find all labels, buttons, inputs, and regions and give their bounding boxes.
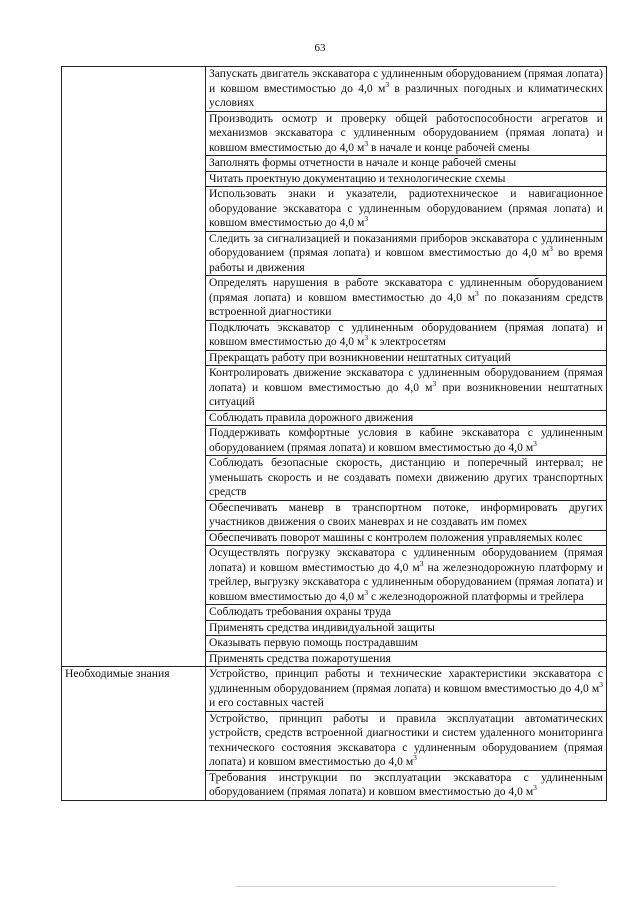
skill-cell: Прекращать работу при возникновении нештатных ситуаций [206, 350, 607, 366]
skill-cell: Читать проектную документацию и технологические схемы [206, 171, 607, 187]
table-row [62, 67, 607, 112]
skills-label-cell [62, 67, 206, 667]
skill-cell: Определять нарушения в работе экскаватора с удлиненным оборудованием (прямая лопата) и ковшом вместимостью до 4,0 $м^3$ по показаниям средств встроенной диагностики [206, 276, 607, 321]
scan-edge-line [236, 886, 556, 887]
knowledge-cell: Устройство, принцип работы и правила эксплуатации автоматических устройств, средств встроенной диагностики и систем удаленного мониторинга технического состояния экскаватора с удлиненным оборудованием (прямая лопата) и ковшом вместимостью до 4,0 $м^3$ [206, 711, 607, 770]
skill-cell: Подключать экскаватор с удлиненным оборудованием (прямая лопата) и ковшом вместимостью до 4,0 $м^3$ к электросетям [206, 320, 607, 350]
requirements-table [61, 66, 607, 801]
knowledge-cell: Требования инструкции по эксплуатации экскаватора с удлиненным оборудованием (прямая лопата) и ковшом вместимостью до 4,0 $м^3$ [206, 770, 607, 800]
skill-cell: Соблюдать требования охраны труда [206, 605, 607, 621]
skill-cell: Применять средства индивидуальной защиты [206, 620, 607, 636]
skill-cell: Производить осмотр и проверку общей работоспособности агрегатов и механизмов экскаватора с удлиненным оборудованием (прямая лопата) и ковшом вместимостью до 4,0 $м^3$ в начале и конце рабочей смены [206, 111, 607, 156]
skill-cell: Следить за сигнализацией и показаниями приборов экскаватора с удлиненным оборудованием (прямая лопата) и ковшом вместимостью до 4,0 $м^3$ во время работы и движения [206, 231, 607, 276]
skill-cell: Использовать знаки и указатели, радиотехническое и навигационное оборудование экскаватора с удлиненным оборудованием (прямая лопата) и ковшом вместимостью до 4,0 $м^3$ [206, 187, 607, 232]
skill-cell: Осуществлять погрузку экскаватора с удлиненным оборудованием (прямая лопата) и ковшом вместимостью до 4,0 $м^3$ на железнодорожную платформу и трейлер, выгрузку экскаватора с удлиненным оборудованием (прямая лопата) и ковшом вместимостью до 4,0 $м^3$ с железнодорожной платформы и трейлера [206, 546, 607, 605]
skill-cell: Применять средства пожаротушения [206, 651, 607, 667]
skill-cell: Заполнять формы отчетности в начале и конце рабочей смены [206, 156, 607, 172]
skill-cell: Оказывать первую помощь пострадавшим [206, 636, 607, 652]
skill-cell: Запускать двигатель экскаватора с удлиненным оборудованием (прямая лопата) и ковшом вместимостью до 4,0 $м^3$ в различных погодных и климатических условиях [206, 67, 607, 112]
skill-cell: Контролировать движение экскаватора с удлиненным оборудованием (прямая лопата) и ковшом вместимостью до 4,0 $м^3$ при возникновении нештатных ситуаций [206, 366, 607, 411]
skill-cell: Соблюдать правила дорожного движения [206, 410, 607, 426]
skill-cell: Обеспечивать поворот машины с контролем положения управляемых колес [206, 530, 607, 546]
skill-cell: Поддерживать комфортные условия в кабине экскаватора с удлиненным оборудованием (прямая лопата) и ковшом вместимостью до 4,0 $м^3$ [206, 426, 607, 456]
skill-cell: Обеспечивать маневр в транспортном потоке, информировать других участников движения о своих маневрах и не создавать им помех [206, 500, 607, 530]
table-row [62, 667, 607, 712]
skill-cell: Соблюдать безопасные скорость, дистанцию и поперечный интервал; не уменьшать скорость и не создавать помехи движению других транспортных средств [206, 456, 607, 501]
knowledge-label: Необходимые знания [62, 667, 206, 801]
page-number: 63 [314, 42, 326, 54]
knowledge-cell: Устройство, принцип работы и технические характеристики экскаватора с удлиненным оборудованием (прямая лопата) и ковшом вместимостью до 4,0 $м^3$ и его составных частей [206, 667, 607, 712]
